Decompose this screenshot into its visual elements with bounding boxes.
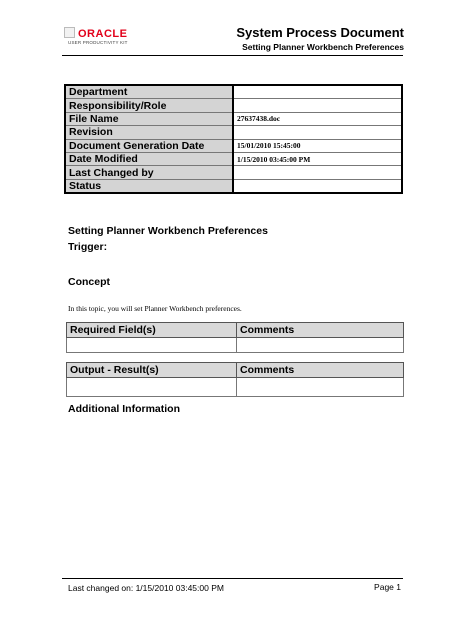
document-title: System Process Document [236, 25, 404, 40]
field-label: Responsibility/Role [65, 99, 233, 112]
table-cell [237, 378, 404, 397]
additional-information-heading: Additional Information [68, 403, 180, 415]
table-header-row [67, 363, 404, 378]
field-label: Document Generation Date [65, 139, 233, 152]
table-row [67, 378, 404, 397]
concept-text: In this topic, you will set Planner Workbench preferences. [68, 304, 242, 313]
field-label: Date Modified [65, 152, 233, 165]
column-header: Output - Result(s) [67, 363, 237, 378]
page-number: Page 1 [374, 582, 401, 592]
table-row [65, 126, 402, 139]
trigger-label: Trigger: [68, 241, 108, 253]
output-results-table [66, 362, 404, 397]
field-value [233, 99, 402, 112]
field-value: 15/01/2010 15:45:00 [233, 139, 402, 152]
table-row [65, 85, 402, 99]
field-value [233, 126, 402, 139]
required-fields-table [66, 322, 404, 353]
column-header: Comments [237, 323, 404, 338]
field-value [233, 85, 402, 99]
document-subtitle: Setting Planner Workbench Preferences [242, 42, 404, 52]
field-value [233, 179, 402, 193]
field-value [233, 166, 402, 179]
column-header: Comments [237, 363, 404, 378]
table-row [65, 112, 402, 125]
procedure-title: Setting Planner Workbench Preferences [68, 225, 268, 237]
field-label: Revision [65, 126, 233, 139]
table-row [67, 338, 404, 353]
field-label: Last Changed by [65, 166, 233, 179]
logo-tagline: USER PRODUCTIVITY KIT [68, 40, 128, 45]
field-value: 27637438.doc [233, 112, 402, 125]
header-divider [62, 55, 403, 56]
footer-divider [62, 578, 403, 579]
logo-mark-icon [64, 27, 75, 38]
table-header-row [67, 323, 404, 338]
table-row [65, 139, 402, 152]
last-changed-footer: Last changed on: 1/15/2010 03:45:00 PM [68, 583, 224, 593]
logo-brand: ORACLE [78, 28, 128, 40]
table-row [65, 152, 402, 165]
table-row [65, 166, 402, 179]
field-label: Department [65, 85, 233, 99]
field-label: File Name [65, 112, 233, 125]
table-row [65, 179, 402, 193]
table-cell [67, 378, 237, 397]
oracle-upk-logo [62, 24, 140, 52]
table-cell [67, 338, 237, 353]
column-header: Required Field(s) [67, 323, 237, 338]
field-value: 1/15/2010 03:45:00 PM [233, 152, 402, 165]
table-cell [237, 338, 404, 353]
concept-heading: Concept [68, 276, 110, 288]
field-label: Status [65, 179, 233, 193]
document-metadata-table [64, 84, 403, 194]
table-row [65, 99, 402, 112]
